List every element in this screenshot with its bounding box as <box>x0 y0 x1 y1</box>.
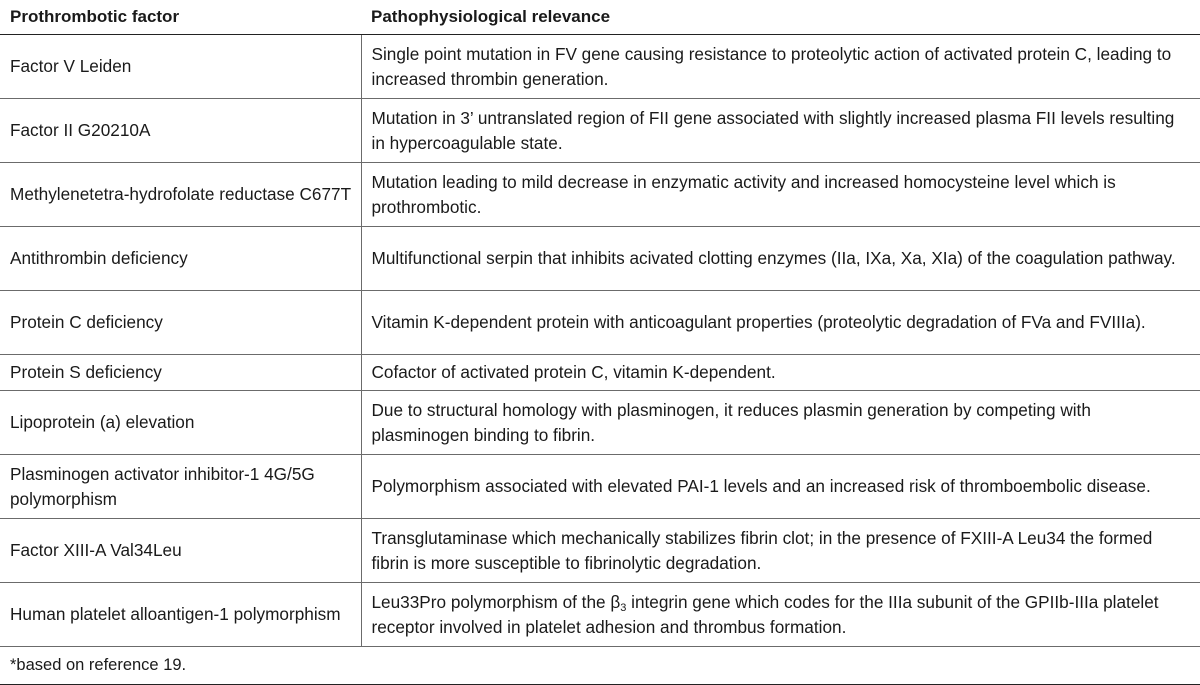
relevance-cell: Cofactor of activated protein C, vitamin K-dependent. <box>361 355 1200 391</box>
factor-cell: Plasminogen activator inhibitor-1 4G/5G polymorphism <box>0 455 361 519</box>
column-header-factor: Prothrombotic factor <box>0 0 361 35</box>
factor-cell: Antithrombin deficiency <box>0 227 361 291</box>
footnote-row <box>0 647 1200 685</box>
table-row <box>0 35 1200 99</box>
factor-cell: Methylenetetra-hydrofolate reductase C677T <box>0 163 361 227</box>
factor-cell: Lipoprotein (a) elevation <box>0 391 361 455</box>
relevance-cell: Single point mutation in FV gene causing resistance to proteolytic action of activated protein C, leading to increased thrombin generation. <box>361 35 1200 99</box>
relevance-cell: Multifunctional serpin that inhibits acivated clotting enzymes (IIa, IXa, Xa, XIa) of the coagulation pathway. <box>361 227 1200 291</box>
factor-cell: Factor V Leiden <box>0 35 361 99</box>
factor-cell: Protein S deficiency <box>0 355 361 391</box>
table-row <box>0 291 1200 355</box>
table-row <box>0 163 1200 227</box>
table-header-row <box>0 0 1200 35</box>
relevance-cell: Mutation in 3’ untranslated region of FII gene associated with slightly increased plasma FII levels resulting in hypercoagulable state. <box>361 99 1200 163</box>
table-row <box>0 583 1200 647</box>
table-row <box>0 99 1200 163</box>
factor-cell: Human platelet alloantigen-1 polymorphism <box>0 583 361 647</box>
relevance-text-post: integrin gene which codes for the IIIa subunit of the GPIIb-IIIa platelet receptor involved in platelet adhesion and thrombus formation. <box>371 591 1159 637</box>
factor-cell: Factor II G20210A <box>0 99 361 163</box>
relevance-cell: Vitamin K-dependent protein with anticoagulant properties (proteolytic degradation of FVa and FVIIIa). <box>361 291 1200 355</box>
relevance-cell: Mutation leading to mild decrease in enzymatic activity and increased homocysteine level which is prothrombotic. <box>361 163 1200 227</box>
table-row <box>0 391 1200 455</box>
factor-cell: Protein C deficiency <box>0 291 361 355</box>
factor-cell: Factor XIII-A Val34Leu <box>0 519 361 583</box>
relevance-cell: Due to structural homology with plasminogen, it reduces plasmin generation by competing with plasminogen binding to fibrin. <box>361 391 1200 455</box>
table-row <box>0 455 1200 519</box>
column-header-relevance: Pathophysiological relevance <box>361 0 1200 35</box>
relevance-cell <box>361 583 1200 647</box>
relevance-cell: Transglutaminase which mechanically stabilizes fibrin clot; in the presence of FXIII-A Leu34 the formed fibrin is more susceptible to fibrinolytic degradation. <box>361 519 1200 583</box>
relevance-cell: Polymorphism associated with elevated PAI-1 levels and an increased risk of thromboembolic disease. <box>361 455 1200 519</box>
table-row <box>0 355 1200 391</box>
relevance-subscript: 3 <box>620 601 627 614</box>
table-row <box>0 519 1200 583</box>
relevance-text-pre: Leu33Pro polymorphism of the β <box>371 591 621 612</box>
table-row <box>0 227 1200 291</box>
table-footnote: *based on reference 19. <box>0 647 1200 685</box>
